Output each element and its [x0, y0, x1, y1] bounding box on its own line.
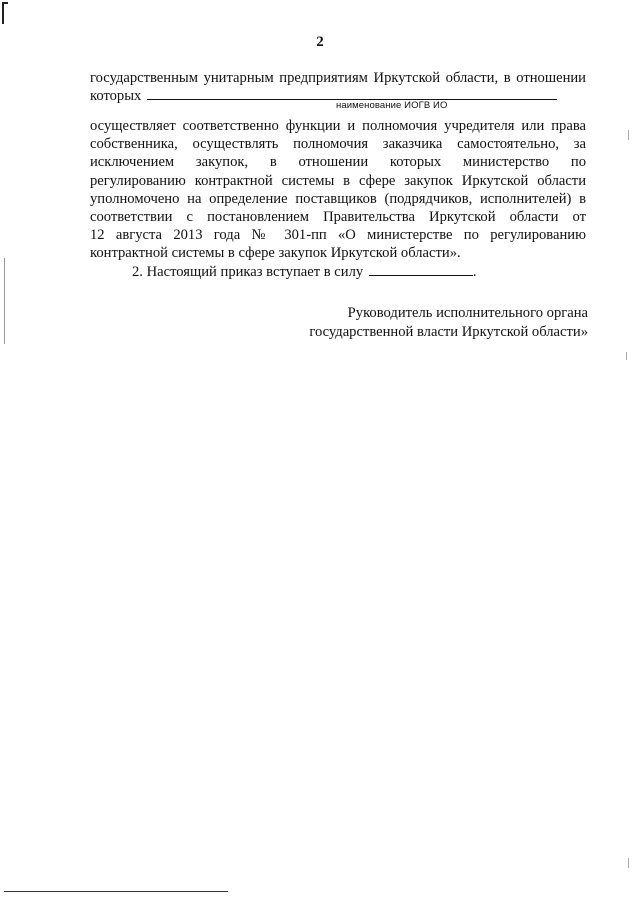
effective-date-text: 2. Настоящий приказ вступает в силу: [132, 263, 364, 280]
page-number: 2: [316, 34, 324, 50]
scan-mark-top-left: [2, 2, 4, 24]
paragraph-1-line: собственника, осуществлять полномочия заказчика самостоятельно, за: [90, 136, 586, 153]
paragraph-1-last-line: контрактной системы в сфере закупок Иркутской области».: [90, 245, 461, 262]
ogv-name-field-underline: [147, 87, 557, 100]
signature-block: [309, 304, 588, 342]
scan-mark-top-left-tick: [2, 2, 8, 4]
paragraph-1-line-lead: которых: [90, 88, 142, 105]
scan-mark-right-edge-low: [628, 858, 629, 868]
ogv-name-field-caption: наименование ИОГВ ИО: [336, 100, 448, 111]
scan-mark-right-edge-top: [628, 130, 629, 140]
scan-mark-left-edge: [4, 258, 5, 344]
paragraph-1-line: регулированию контрактной системы в сфере закупок Иркутской области: [90, 172, 586, 189]
paragraph-1-line: 12 августа 2013 года № 301-пп «О министерстве по регулированию: [90, 227, 586, 244]
paragraph-1-line: государственным унитарным предприятиям Иркутской области, в отношении: [90, 70, 586, 86]
signature-title-line-1: Руководитель исполнительного органа: [347, 305, 588, 321]
signature-title-line-2: государственной власти Иркутской области»: [309, 323, 588, 340]
scan-mark-right-edge-mid: [626, 352, 627, 360]
footnote-rule: [4, 891, 228, 892]
paragraph-1-line: осуществляет соответственно функции и полномочия учредителя или права: [90, 118, 586, 134]
paragraph-1-line: уполномочено на определение поставщиков (подрядчиков, исполнителей) в: [90, 190, 586, 207]
effective-date-period: .: [472, 263, 477, 280]
paragraph-1-line: соответствии с постановлением Правительства Иркутской области от: [90, 209, 586, 226]
paragraph-1-continued: [90, 117, 586, 281]
paragraph-2: [90, 263, 586, 281]
effective-date-underline: [369, 263, 473, 276]
paragraph-1-line: исключением закупок, в отношении которых министерство по: [90, 154, 586, 171]
